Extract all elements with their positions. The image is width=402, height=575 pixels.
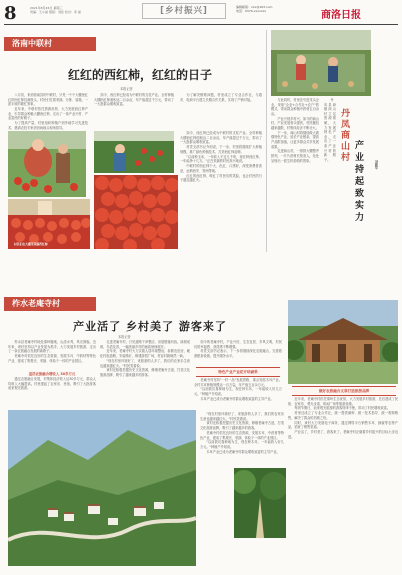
paragraph: 村党支部书记介绍说，下一步，村里将继续扩大种植规模，推广绿色种植技术，打造西红柿品牌。 xyxy=(180,145,262,154)
top-story-col2-upper xyxy=(94,93,174,130)
section-title: [乡村振兴] xyxy=(142,3,226,19)
paragraph: 村里还成立了专业合作社，统一提供菌种、统一技术指导、统一收购销售，解决了群众的后顾之忧。 xyxy=(288,411,398,420)
top-story-col1 xyxy=(8,93,88,130)
paragraph: 近年来，老庵寺村大力实施人居环境整治，拆除危旧房，硬化村组道路，安装路灯，修建游园广场，村容村貌焕然一新。 xyxy=(100,349,190,359)
side-story-title-line2: 产业持起致实力 xyxy=(353,140,363,224)
paragraph: 近年来，老庵寺村依托秦岭生态优势，大力发展乡村旅游，先后建成了民宿、农家乐、观光步道、休闲广场等旅游设施。 xyxy=(288,397,398,406)
wooden-pavilion-photo xyxy=(288,300,398,384)
date-line: 2021年8月26日 星期三 xyxy=(30,6,63,10)
paragraph: 为了提高产量，村里组织种植户到外地学习先进技术，邀请农技专家到田间地头现场指导。 xyxy=(8,121,88,130)
tomato-harvest-photo xyxy=(8,131,86,197)
header-rule xyxy=(4,24,398,25)
top-story-col3-upper xyxy=(180,93,262,130)
paragraph: 该村还积极挖掘历史文化资源，修缮老庵寺古迹，打造文化旅游品牌，吸引了越来越多的游客。 xyxy=(200,421,284,431)
mushroom-greenhouse-photo xyxy=(271,30,371,96)
paragraph: 同时，该村大力发展电子商务，通过网络平台销售木耳、蜂蜜等农特产品，拓宽了销售渠道。 xyxy=(288,420,398,430)
paragraph: 中联村的西红柿个大、色红、口感好，深受消费者喜爱，远销西安、郑州等地。 xyxy=(180,164,262,173)
top-story-byline: 本报记者 xyxy=(120,87,133,91)
village-aerial-photo xyxy=(8,410,196,566)
paragraph: 如今，西红柿已经成为中联村的支柱产业。全村种植大棚西红柿面积达二百余亩，年产值超过千万元，带动了一大批群众增收致富。 xyxy=(180,131,262,145)
paragraph: 该村还积极挖掘历史文化资源，修缮老庵寺古迹，打造文化旅游品牌，吸引了越来越多的游客。 xyxy=(100,368,190,378)
newspaper-logo: 商洛日报 xyxy=(321,10,361,21)
paragraph: "现在村里环境好了，来旅游的人多了，我们的农家乐生意也越来越红火。"村民笑着说。 xyxy=(100,358,190,368)
greenhouse-photo xyxy=(94,131,174,173)
paragraph: "现在村里环境好了，来旅游的人多了，我们的农家乐生意也越来越红火。"村民笑着说。 xyxy=(200,412,284,421)
paragraph: 产业活了，乡村美了，游客来了，老庵寺村正朝着乡村振兴的目标大步迈进。 xyxy=(288,430,398,439)
photo-caption: 村民们在大棚里采摘西红柿 xyxy=(14,242,48,246)
pull-quote-2: 做好农旅融合文章打造旅游品牌 xyxy=(292,386,396,396)
paragraph: 产业兴则乡村兴。如今的商山村，产业发展势头强劲，村民腰包越来越鼓，村集体经济不断壮大。 xyxy=(271,116,319,130)
forest-trail-photo xyxy=(234,468,286,538)
paragraph: 如今，西红柿已经成为中联村的支柱产业。全村种植大棚西红柿面积达二百余亩，年产值超过千万元，带动了一大批群众增收致富。 xyxy=(94,93,174,107)
side-story-title-line1: 丹凤商山村 xyxy=(339,108,349,163)
paragraph: "以前我们靠种地为生，现在种木耳，一年能收入好几万元。"种植户介绍说。 xyxy=(194,387,282,397)
bottom-story-col1 xyxy=(8,340,96,370)
paragraph: 老庵寺村依托良好的生态资源，发展木耳、中药材等特色产业，建成了集观光、采摘、体验于一体的产业园区。 xyxy=(200,430,284,440)
paragraph: 与此同时，村里还引进龙头企业，采取"企业+合作社+农户"的模式，带动群众种植中药材五百余亩。 xyxy=(271,98,319,116)
contact-phone: 电话：0379-xxxxxxx xyxy=(236,9,267,13)
date-meta xyxy=(30,6,150,14)
contact-email: 编辑邮箱：xxx@163.com xyxy=(236,5,273,9)
paragraph: 红红的西红柿，映红了村民们的笑脸，也让村民的日子越过越红火。 xyxy=(180,173,262,183)
bottom-story-banner: 柞水老庵寺村 xyxy=(4,297,96,311)
bottom-story-headline: 产业活了 乡村美了 游客来了 xyxy=(73,320,227,333)
side-story-text-right xyxy=(324,98,336,248)
paragraph: 木耳产业已成为老庵寺村群众增收致富的主导产业。 xyxy=(200,396,274,401)
editor-line: 责编：王小丽 组版：刘佳 校对：李 丽 xyxy=(30,10,81,14)
paragraph: 村党支部书记表示，下一步将继续深化农旅融合，完善旅游配套设施，提升服务水平。 xyxy=(194,349,282,359)
bottom-story-col4 xyxy=(288,397,398,515)
bottom-story-col1b xyxy=(8,377,96,407)
tomato-pile-photo xyxy=(94,175,178,249)
top-story-banner: 洛南中联村 xyxy=(4,37,96,51)
bottom-subhead-1: 盘活农旅融合增收入 30多万元 xyxy=(28,372,76,376)
paragraph: "以前种玉米，一年收入不过几千块，现在种西红柿，一年能挣十几万。"正在采摘的村民高兴地说。 xyxy=(180,154,262,164)
bottom-story-byline: 本报记者 xyxy=(118,335,131,339)
paragraph: 丹凤县商镇商山村立足资源禀赋，大力发展特色产业，走出了一条产业兴村的新路子。 xyxy=(324,98,336,162)
paragraph: 近年来，中联村依托资源优势，大力发展西红柿产业，引导群众种植大棚西红柿，走出了一条产业兴村、产业富民的好路子。 xyxy=(8,107,88,121)
paragraph: "以前我们靠种地为生，现在种木耳，一年能收入好几万元。"种植户介绍说。 xyxy=(200,440,284,450)
paragraph: 通过农旅融合发展，村集体经济收入达30多万元，群众人均收入大幅提高。村里建起了农家乐、民宿，吸引了大批游客前来观光旅游。 xyxy=(8,377,96,391)
column-divider xyxy=(266,30,267,252)
pull-quote-1: 特色产业产业花开结硕果 xyxy=(196,367,280,377)
paragraph: 走进老庵寺村，只见道路干净整洁，房屋错落有致，绿树成荫，鸟语花香，一幅美丽乡村的画卷徐徐展开。 xyxy=(100,340,190,349)
top-story-col3-lower xyxy=(180,131,262,241)
paragraph: 木耳产业已成为老庵寺村群众增收致富的主导产业。 xyxy=(206,449,280,454)
bottom-story-col2 xyxy=(100,340,190,400)
bottom-story-col3 xyxy=(194,340,282,366)
bottom-story-col3b xyxy=(194,378,282,408)
paragraph: 走进商山村，一排排大棚整齐排列，一片片药材长势喜人，处处呈现出一派生机勃勃的景象。 xyxy=(271,149,319,163)
side-story-text-left xyxy=(271,98,319,250)
side-story-byline: 刘新军 xyxy=(374,160,378,170)
page-number: 8 xyxy=(4,3,17,24)
paragraph: 柞水县老庵寺村地处秦岭腹地，山清水秀，风光旖旎。近年来，该村坚持以产业发展为抓手，大力发展乡村旅游，走出了一条农旅融合发展的新路子。 xyxy=(8,340,96,354)
paragraph: 八月初，来到洛南县的中联村，只见一个个大棚里红红的西红柿挂满枝头，村民们忙着采摘、分拣、装箱，一派丰收的繁忙景象。 xyxy=(8,93,88,107)
paragraph: 为了解决销路问题，村里成立了专业合作社，与超市、电商平台建立长期合作关系，实现了产销对接。 xyxy=(180,93,262,102)
contact-info xyxy=(236,5,296,13)
paragraph: 每到节假日，前来观光旅游的游客络绎不绝，带动了村民增收致富。 xyxy=(294,406,391,411)
paragraph: 如今的老庵寺村，产业兴旺、生态宜居、乡风文明，村民们的幸福感、获得感不断增强。 xyxy=(194,340,282,349)
paragraph: 下一步，商山村将继续做大做强特色产业，延长产业链条，提高产品附加值，让更多群众共享发展成果。 xyxy=(271,130,319,149)
top-story-headline: 红红的西红柿，红红的日子 xyxy=(67,68,212,82)
paragraph: 老庵寺村坚持"一村一品"发展思路，重点发展木耳产业。全村木耳种植规模达一百万袋，年产值五百余万元。 xyxy=(194,378,282,387)
paragraph: 老庵寺村依托良好的生态资源，发展木耳、中药材等特色产业，建成了集观光、采摘、体验于一体的产业园区。 xyxy=(8,354,96,363)
